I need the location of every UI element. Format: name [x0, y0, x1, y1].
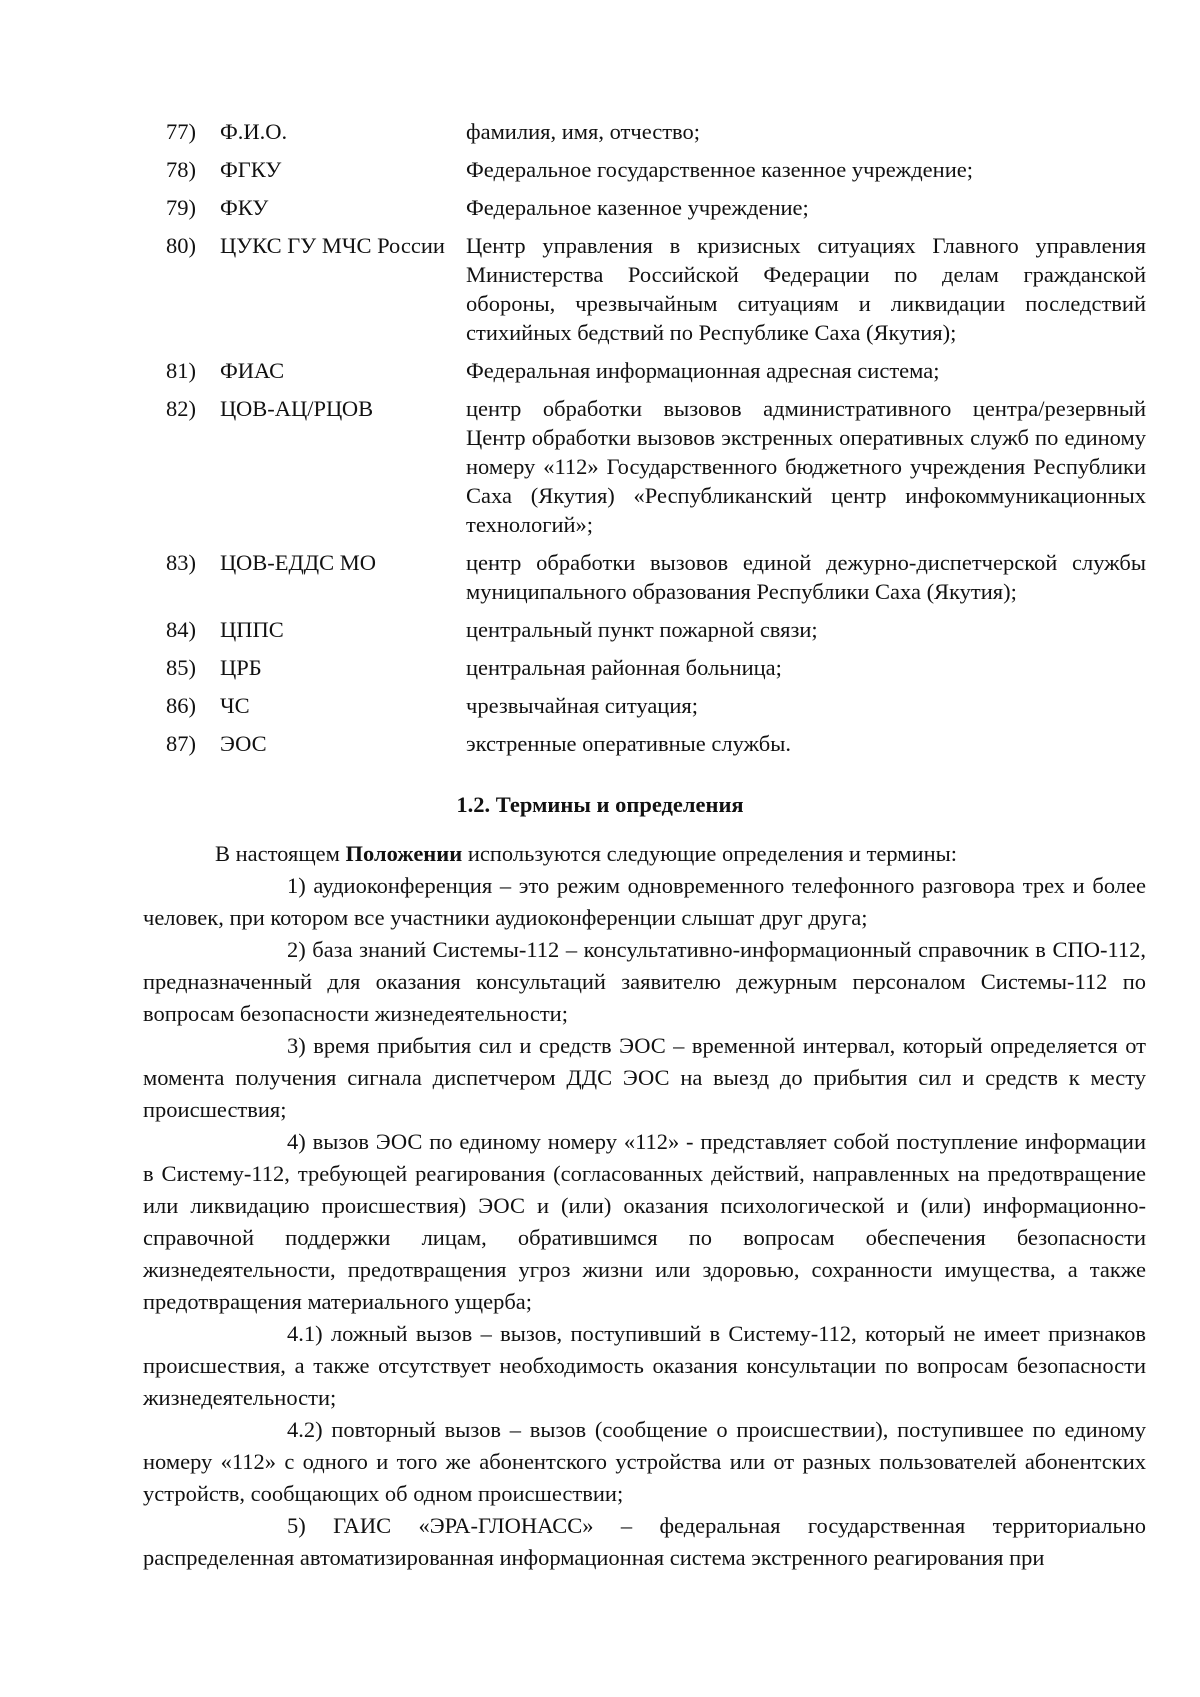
- abbreviation-term: ЦОВ-АЦ/РЦОВ: [220, 396, 374, 421]
- abbreviation-row: [150, 352, 1146, 390]
- definition-text: ГАИС «ЭРА-ГЛОНАСС» – федеральная государственная территориально распределенная автоматизированная информационная система экстренного реагирования при: [143, 1513, 1147, 1570]
- intro-text-after: используются следующие определения и термины:: [462, 841, 957, 866]
- abbreviation-number-text: 85): [166, 655, 196, 680]
- abbreviation-row: [150, 725, 1146, 763]
- definition-paragraph: [143, 1510, 1146, 1574]
- definition-number: 4.2): [287, 1417, 323, 1442]
- abbreviation-number-text: 83): [166, 550, 196, 575]
- abbreviation-definition: фамилия, имя, отчество;: [466, 119, 701, 144]
- definition-text: повторный вызов – вызов (сообщение о происшествии), поступившее по единому номеру «112» с одного и того же абонентского устройства или от разных пользователей абонентских устройств, сообщающих об одном происшествии;: [143, 1417, 1147, 1506]
- abbreviation-number-text: 79): [166, 195, 196, 220]
- abbreviation-term: ЭОС: [220, 731, 267, 756]
- abbreviation-number: [150, 189, 204, 227]
- abbreviation-definition: Федеральное казенное учреждение;: [466, 195, 809, 220]
- abbreviation-row: [150, 227, 1146, 352]
- abbreviation-number: [150, 611, 204, 649]
- abbreviation-definition: Центр управления в кризисных ситуациях Главного управления Министерства Российской Федерации по делам гражданской обороны, чрезвычайным ситуациям и ликвидации последствий стихийных бедствий по Республике Саха (Якутия);: [466, 233, 1146, 345]
- abbreviation-number-text: 86): [166, 693, 196, 718]
- abbreviation-term: ЦОВ-ЕДДС МО: [220, 550, 377, 575]
- intro-paragraph: [143, 838, 1146, 870]
- abbreviation-term: ФИАС: [220, 358, 285, 383]
- abbreviation-row: [150, 687, 1146, 725]
- abbreviation-definition: чрезвычайная ситуация;: [466, 693, 698, 718]
- definition-text: аудиоконференция – это режим одновременного телефонного разговора трех и более человек, при котором все участники аудиоконференции слышат друг друга;: [143, 873, 1146, 930]
- section-title: 1.2. Термины и определения: [456, 792, 744, 817]
- abbreviation-row: [150, 151, 1146, 189]
- abbreviation-number: [150, 227, 204, 352]
- definition-paragraph: [143, 1318, 1146, 1414]
- abbreviation-term: ЦППС: [220, 617, 284, 642]
- abbreviation-term: Ф.И.О.: [220, 119, 288, 144]
- abbreviation-row: [150, 390, 1146, 544]
- abbreviation-number-text: 84): [166, 617, 196, 642]
- definition-text: время прибытия сил и средств ЭОС – временной интервал, который определяется от момента получения сигнала диспетчером ДДС ЭОС на выезд до прибытия сил и средств к месту происшествия;: [143, 1033, 1147, 1122]
- abbreviation-definition: центр обработки вызовов административного центра/резервный Центр обработки вызовов экстренных оперативных служб по единому номеру «112» Государственного бюджетного учреждения Республики Саха (Якутия) «Республиканский центр инфокоммуникационных технологий»;: [466, 396, 1146, 537]
- abbreviation-definition: Федеральная информационная адресная система;: [466, 358, 940, 383]
- abbreviation-number: [150, 352, 204, 390]
- abbreviation-term: ЧС: [220, 693, 250, 718]
- abbreviation-number-text: 82): [166, 396, 196, 421]
- definition-number: 3): [287, 1033, 306, 1058]
- abbreviation-number: [150, 687, 204, 725]
- definition-number: 2): [287, 937, 306, 962]
- abbreviation-row: [150, 189, 1146, 227]
- abbreviation-term: ЦРБ: [220, 655, 262, 680]
- abbreviation-number-text: 87): [166, 731, 196, 756]
- abbreviation-term: ФГКУ: [220, 157, 282, 182]
- definition-text: вызов ЭОС по единому номеру «112» - представляет собой поступление информации в Систему-112, требующей реагирования (согласованных действий, направленных на предотвращение или ликвидацию происшествия) ЭОС и (или) оказания психологической и (или) информационно-справочной поддержки лицам, обратившимся по вопросам обеспечения безопасности жизнедеятельности, предотвращения угроз жизни или здоровью, сохранности имущества, а также предотвращения материального ущерба;: [143, 1129, 1146, 1314]
- abbreviation-row: [150, 544, 1146, 611]
- abbreviation-definition: центральная районная больница;: [466, 655, 782, 680]
- intro-text-before: В настоящем: [215, 841, 346, 866]
- abbreviation-row: [150, 611, 1146, 649]
- definition-number: 4.1): [287, 1321, 323, 1346]
- definition-paragraph: [143, 870, 1146, 934]
- abbreviation-definition: Федеральное государственное казенное учреждение;: [466, 157, 973, 182]
- abbreviation-number: [150, 113, 204, 151]
- abbreviation-number: [150, 725, 204, 763]
- definition-text: база знаний Системы-112 – консультативно-информационный справочник в СПО-112, предназначенный для оказания консультаций заявителю дежурным персоналом Системы-112 по вопросам безопасности жизнедеятельности;: [143, 937, 1146, 1026]
- definition-paragraph: [143, 1030, 1146, 1126]
- abbreviation-definition: центральный пункт пожарной связи;: [466, 617, 818, 642]
- abbreviations-table: [150, 113, 1146, 763]
- abbreviation-row: [150, 113, 1146, 151]
- abbreviation-number-text: 81): [166, 358, 196, 383]
- abbreviation-number-text: 77): [166, 119, 196, 144]
- abbreviation-number-text: 80): [166, 233, 196, 258]
- definition-number: 1): [287, 873, 306, 898]
- abbreviation-definition: экстренные оперативные службы.: [466, 731, 791, 756]
- abbreviation-number: [150, 649, 204, 687]
- abbreviation-number-text: 78): [166, 157, 196, 182]
- definitions-list: [143, 870, 1146, 1574]
- abbreviation-row: [150, 649, 1146, 687]
- definition-paragraph: [143, 1126, 1146, 1318]
- definition-paragraph: [143, 934, 1146, 1030]
- abbreviation-term: ЦУКС ГУ МЧС России: [220, 233, 445, 258]
- abbreviation-number: [150, 151, 204, 189]
- abbreviation-number: [150, 544, 204, 611]
- definition-paragraph: [143, 1414, 1146, 1510]
- intro-bold-term: Положении: [345, 841, 463, 866]
- section-body: [143, 838, 1146, 1574]
- definition-number: 5): [287, 1513, 306, 1538]
- definition-number: 4): [287, 1129, 306, 1154]
- abbreviation-term: ФКУ: [220, 195, 269, 220]
- definition-text: ложный вызов – вызов, поступивший в Систему-112, который не имеет признаков происшествия, а также отсутствует необходимость оказания консультации по вопросам безопасности жизнедеятельности;: [143, 1321, 1146, 1410]
- abbreviation-number: [150, 390, 204, 544]
- abbreviation-definition: центр обработки вызовов единой дежурно-диспетчерской службы муниципального образования Республики Саха (Якутия);: [466, 550, 1146, 604]
